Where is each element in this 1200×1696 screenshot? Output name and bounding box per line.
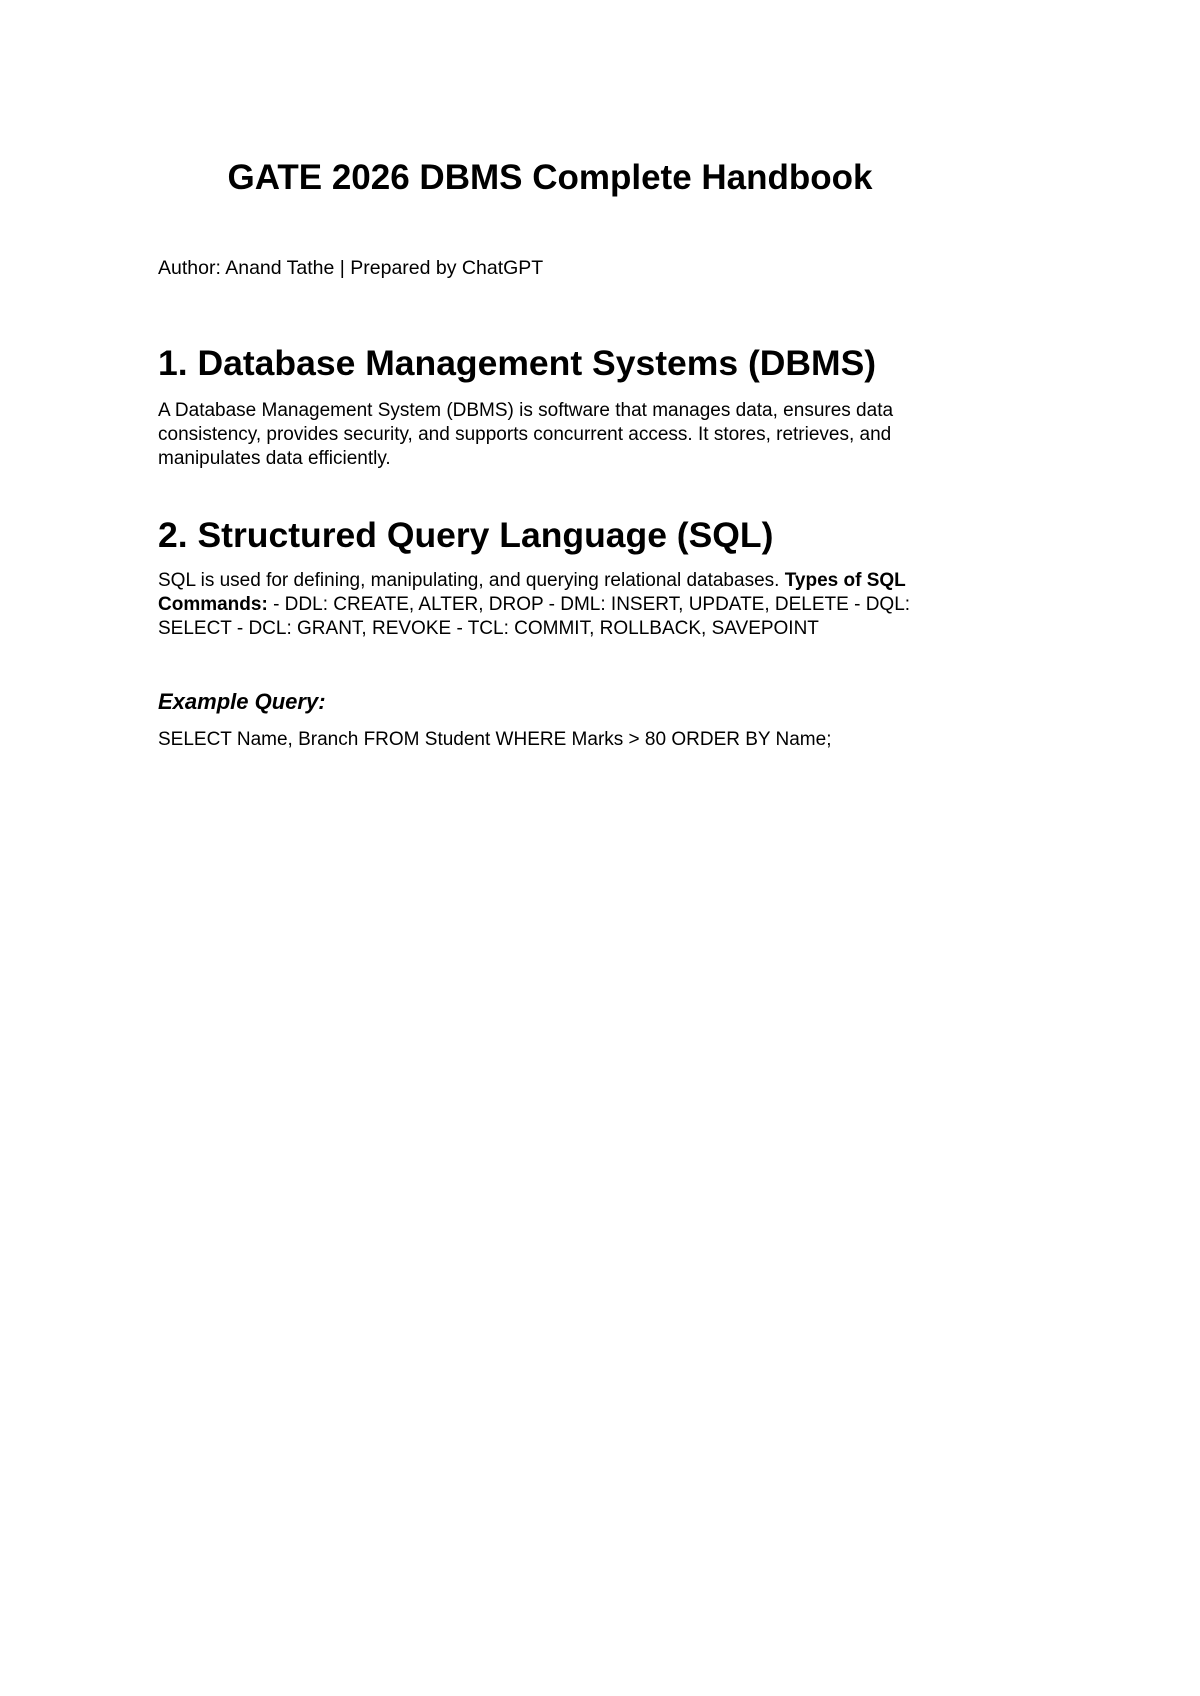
section-heading-sql: 2. Structured Query Language (SQL) [158, 515, 774, 555]
sql-types-label: Types of SQL Commands: [158, 570, 906, 615]
example-query-text: SELECT Name, Branch FROM Student WHERE Marks > 80 ORDER BY Name; [158, 729, 832, 750]
section-heading-dbms: 1. Database Management Systems (DBMS) [158, 343, 877, 383]
document-title: GATE 2026 DBMS Complete Handbook [227, 158, 873, 197]
sql-body-intro: SQL is used for defining, manipulating, and querying relational databases. [158, 570, 785, 591]
author-line: Author: Anand Tathe | Prepared by ChatGPT [158, 257, 544, 279]
example-query-heading: Example Query: [158, 689, 326, 714]
section-body-sql [158, 569, 988, 641]
sql-body-commands: - DDL: CREATE, ALTER, DROP - DML: INSERT, UPDATE, DELETE - DQL: SELECT - DCL: GRANT, REVOKE - TCL: COMMIT, ROLLBACK, SAVEPOINT [158, 594, 911, 639]
section-body-dbms: A Database Management System (DBMS) is software that manages data, ensures data consistency, provides security, and supports concurrent access. It stores, retrieves, and manipulates data efficiently. [158, 400, 894, 469]
